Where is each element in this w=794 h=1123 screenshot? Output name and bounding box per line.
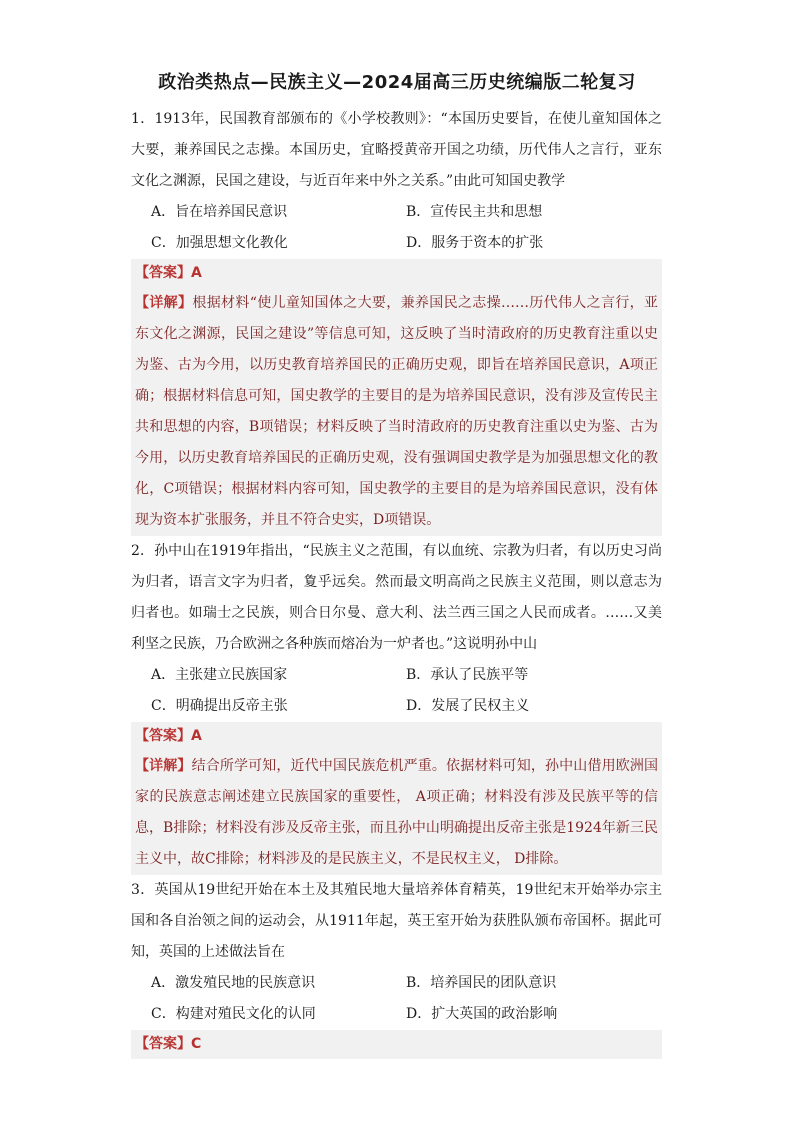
option-d: D．扩大英国的政治影响	[406, 1006, 558, 1022]
answer-label: 【答案】	[135, 265, 191, 281]
question-stem: 1．1913年，民国教育部颁布的《小学校教则》：“本国历史要旨，在使儿童知国体之大要，兼养国民之志操。本国历史，宜略授黄帝开国之功绩，历代伟人之言行，亚东文化之渊源，民国之建设，与近百年来中外之关系。”由此可知国史教学	[131, 111, 662, 189]
question-options	[131, 660, 662, 722]
detail-text: 根据材料“使儿童知国体之大要，兼养国民之志操……历代伟人之言行，亚东文化之渊源，民国之建设”等信息可知，这反映了当时清政府的历史教育注重以史为鉴、古为今用，以历史教育培养国民的正确历史观，即旨在培养国民意识，A项正确；根据材料信息可知，国史教学的主要目的是为培养国民意识，没有涉及宣传民主共和思想的内容，B项错误；材料反映了当时清政府的历史教育注重以史为鉴、古为今用，以历史教育培养国民的正确历史观，没有强调国史教学是为加强思想文化的教化，C项错误；根据材料内容可知，国史教学的主要目的是为培养国民意识，没有体现为资本扩张服务，并且不符合史实，D项错误。	[135, 295, 659, 528]
option-d: D．发展了民权主义	[406, 698, 530, 714]
question-options	[131, 968, 662, 1030]
option-a: A．主张建立民族国家	[151, 667, 288, 683]
answer-label: 【答案】	[135, 728, 191, 744]
answer-label: 【答案】	[135, 1036, 191, 1052]
question-3	[131, 875, 662, 1059]
answer-value: C	[191, 1036, 202, 1052]
answer-block	[131, 1030, 662, 1059]
option-c: C．明确提出反帝主张	[151, 698, 288, 714]
option-c: C．加强思想文化教化	[151, 235, 288, 251]
question-stem: 2．孙中山在1919年指出，“民族主义之范围，有以血统、宗教为归者，有以历史习尚为归者，语言文字为归者，夐乎远矣。然而最文明高尚之民族主义范围，则以意志为归者也。如瑞士之民族，则合日尔曼、意大利、法兰西三国之人民而成者。……又美利坚之民族，乃合欧洲之各种族而熔冶为一炉者也。”这说明孙中山	[131, 543, 662, 652]
question-2	[131, 536, 662, 875]
page-title: 政治类热点—民族主义—2024届高三历史统编版二轮复习	[158, 72, 636, 93]
option-b: B．培养国民的团队意识	[406, 975, 557, 991]
question-1	[131, 104, 662, 536]
option-d: D．服务于资本的扩张	[406, 235, 544, 251]
document-content	[131, 104, 662, 1059]
detail-label: 【详解】	[135, 295, 193, 311]
answer-value: A	[191, 265, 202, 281]
question-stem: 3．英国从19世纪开始在本土及其殖民地大量培养体育精英，19世纪末开始举办宗主国和各自治领之间的运动会，从1911年起，英王室开始为获胜队颁布帝国杯。据此可知，英国的上述做法旨在	[131, 882, 662, 960]
option-c: C．构建对殖民文化的认同	[151, 1006, 316, 1022]
question-options	[131, 197, 662, 259]
option-b: B．承认了民族平等	[406, 667, 529, 683]
detail-block	[131, 751, 662, 875]
option-b: B．宣传民主共和思想	[406, 204, 543, 220]
detail-block	[131, 288, 662, 536]
detail-text: 结合所学可知，近代中国民族危机严重。依据材料可知，孙中山借用欧洲国家的民族意志阐述建立民族国家的重要性， A项正确；材料没有涉及民族平等的信息，B排除；材料没有涉及反帝主张，而且孙中山明确提出反帝主张是1924年新三民主义中，故C排除；材料涉及的是民族主义，不是民权主义， D排除。	[135, 758, 659, 867]
answer-block	[131, 722, 662, 751]
detail-label: 【详解】	[135, 758, 192, 774]
option-a: A．旨在培养国民意识	[151, 204, 288, 220]
option-a: A．激发殖民地的民族意识	[151, 975, 316, 991]
answer-value: A	[191, 728, 202, 744]
answer-block	[131, 259, 662, 288]
